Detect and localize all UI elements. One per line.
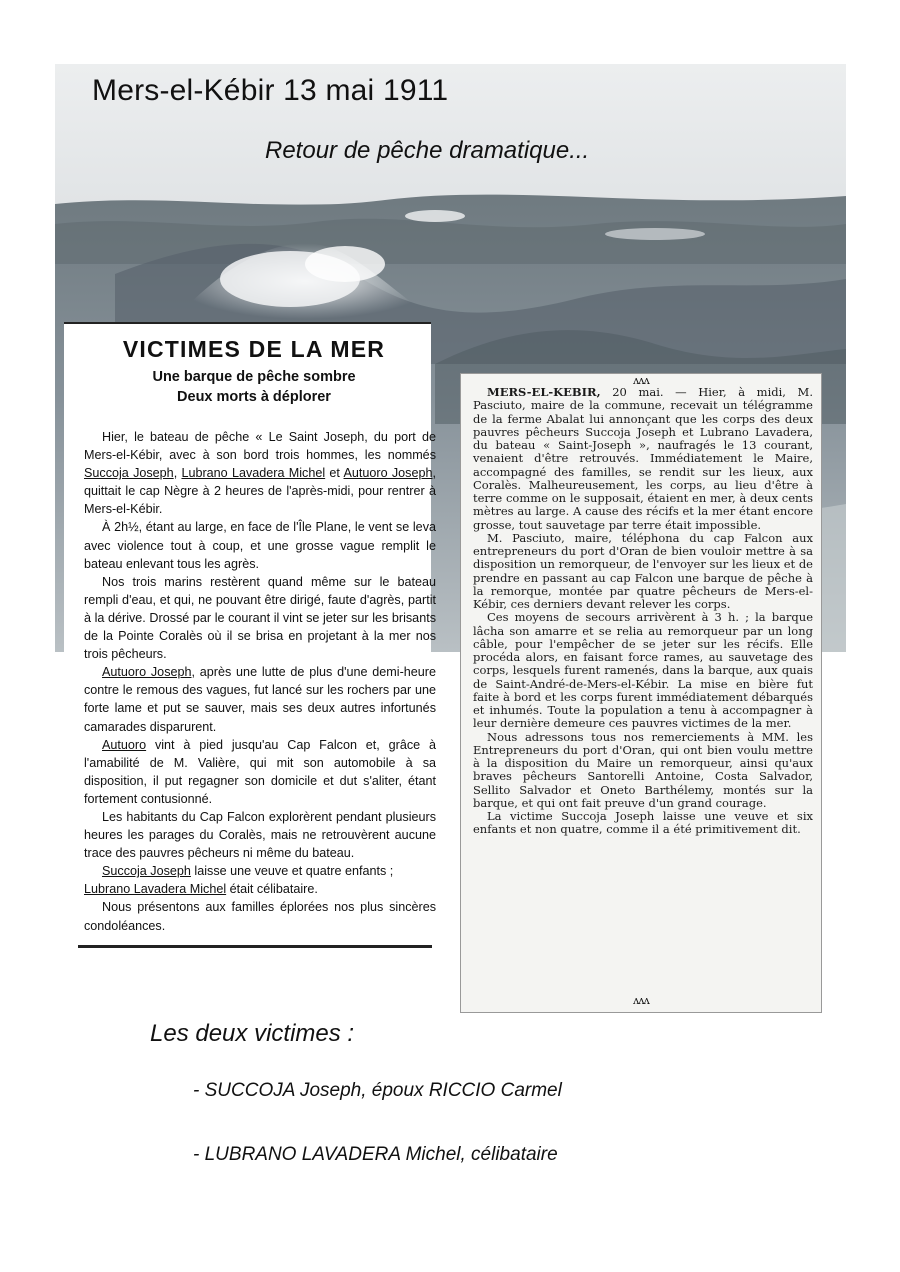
article-subtitle-1: Une barque de pêche sombre: [152, 369, 356, 385]
article-subtitle-2: Deux morts à déplorer: [177, 389, 331, 405]
text-run: était célibataire.: [226, 882, 318, 897]
victim-name: Lubrano Lavadera Michel: [181, 466, 326, 481]
text-run: et: [325, 466, 344, 481]
page-title: Mers-el-Kébir 13 mai 1911: [92, 74, 449, 107]
victim-list-item: - LUBRANO LAVADERA Michel, célibataire: [193, 1144, 558, 1165]
article-paragraph: Nous présentons aux familles éplorées nos plus sincères condoléances.: [84, 900, 436, 933]
text-run: laisse une veuve et quatre enfants ;: [190, 864, 394, 879]
clipping-paragraph: Ces moyens de secours arrivèrent à 3 h. ; la barque lâcha son amarre et se relia au remorqueur par un long câble, pour l'empêcher de se jeter sur les récifs. Elle procéda alors, en faisant force rames, au sauvetage des corps, lesquels furent ramenés, dans la barque, aux quais de Saint-André-de-Mers-el-Kébir. La mise en bière fut faite à bord et les corps furent immédiatement débarqués et inhumés. Toute la population a tenu à accompagner à leur dernière demeure ces pauvres victimes de la mer.: [473, 610, 813, 731]
text-run: , après une lutte de plus d'une demi-heure contre le remous des vagues, fut lancé sur les rochers par une forte lame et put se sauver, mais ses deux autres infortunés camarades disparurent.: [84, 665, 436, 734]
clipping-dateline: MERS-EL-KEBIR,: [487, 385, 601, 399]
survivor-name: Autuoro Joseph: [343, 466, 433, 481]
survivor-name: Autuoro: [102, 737, 147, 752]
article-paragraph: Nos trois marins restèrent quand même sur le bateau rempli d'eau, et qui, ne pouvant être dirigé, faute d'agrès, partit à la dérive. Drossé par le courant il vint se jeter sur les brisants de la Pointe Coralès où il se brisa en projetant à la mer nos trois pêcheurs.: [84, 574, 436, 662]
victim-name: Lubrano Lavadera Michel: [84, 882, 227, 897]
clipping-paragraph: La victime Succoja Joseph laisse une veuve et six enfants et non quatre, comme il a été primitivement dit.: [473, 809, 813, 837]
text-run: 20 mai. — Hier, à midi, M. Pasciuto, maire de la commune, recevait un télégramme de la ferme Abalat lui annonçant que les corps des deux pauvres pêcheurs Succoja Joseph et Lubrano Lavadera, du bateau « Saint-Joseph », naufragés le 13 courant, venaient d'être retrouvés. Immédiatement le Maire, accompagné des familles, se rendit sur les lieux, aux Coralès. Malheureusement, les corps, au lieu d'être à terre comme on le supposait, étaient en mer, à deux cents mètres au large. A cause des récifs et la mer étant encore grosse, tout sauvetage par terre était impossible.: [473, 385, 813, 532]
victim-name: Succoja Joseph: [102, 864, 191, 879]
ornament-top: ʌʌʌ: [633, 374, 649, 387]
article-paragraph: [84, 880, 436, 898]
clipping-paragraph: Nous adressons tous nos remerciements à MM. les Entrepreneurs du port d'Oran, qui ont bien voulu mettre à la disposition du Maire un remorqueur, ainsi qu'aux braves pêcheurs Santorelli Antoine, Costa Salvador, Sellito Salvador et Oneto Barthélemy, montés sur la barque, et qui ont fait preuve d'un grand courage.: [473, 729, 813, 810]
victims-heading: Les deux victimes :: [150, 1020, 355, 1047]
clipping-paragraph: [473, 386, 813, 532]
page-subtitle: Retour de pêche dramatique...: [265, 137, 590, 164]
victim-name: Succoja Joseph: [84, 466, 174, 481]
newspaper-clipping: [460, 373, 822, 1013]
text-run: ,: [173, 466, 182, 481]
ornament-bottom: ʌʌʌ: [633, 994, 649, 1007]
article-bottom-rule: [78, 945, 432, 948]
article-paragraph: À 2h½, étant au large, en face de l'Île Plane, le vent se leva avec violence tout à coup, et une grosse vague remplit le bateau enlevant tous les agrès.: [84, 520, 436, 571]
clipping-paragraph: M. Pasciuto, maire, téléphona du cap Falcon aux entrepreneurs du port d'Oran de bien vouloir mettre à sa disposition un remorqueur, de l'envoyer sur les lieux et de prendre en passant au cap Falcon une barque de pêche à la remorque, montée par quatre pêcheurs de Mers-el-Kébir, ces derniers devant relever les corps.: [473, 530, 813, 611]
article-paragraph: [84, 663, 436, 735]
article-paragraph: Les habitants du Cap Falcon explorèrent pendant plusieurs heures les parages du Coralès, mais ne retrouvèrent aucune trace des pauvres pêcheurs ni même du bateau.: [84, 809, 436, 861]
text-run: Hier, le bateau de pêche « Le Saint Joseph, du port de Mers-el-Kébir, avec à son bord trois hommes, les nommés: [84, 430, 436, 463]
article-paragraph: [84, 736, 436, 808]
article-panel: [64, 322, 436, 947]
article-body: [84, 428, 436, 935]
article-paragraph: [84, 862, 436, 880]
text-run: vint à pied jusqu'au Cap Falcon et, grâce à l'amabilité de M. Valière, qui mit son automobile à sa disposition, il put regagner son domicile et dut s'aliter, étant fortement contusionné.: [84, 737, 436, 806]
clipping-text: [473, 386, 813, 837]
survivor-name: Autuoro Joseph: [102, 665, 192, 680]
victim-list-item: - SUCCOJA Joseph, époux RICCIO Carmel: [193, 1080, 562, 1101]
article-paragraph: [84, 428, 436, 518]
text-run: , quittait le cap Nègre à 2 heures de l'après-midi, pour rentrer à Mers-el-Kébir.: [84, 466, 436, 517]
article-title: VICTIMES DE LA MER: [122, 336, 386, 362]
